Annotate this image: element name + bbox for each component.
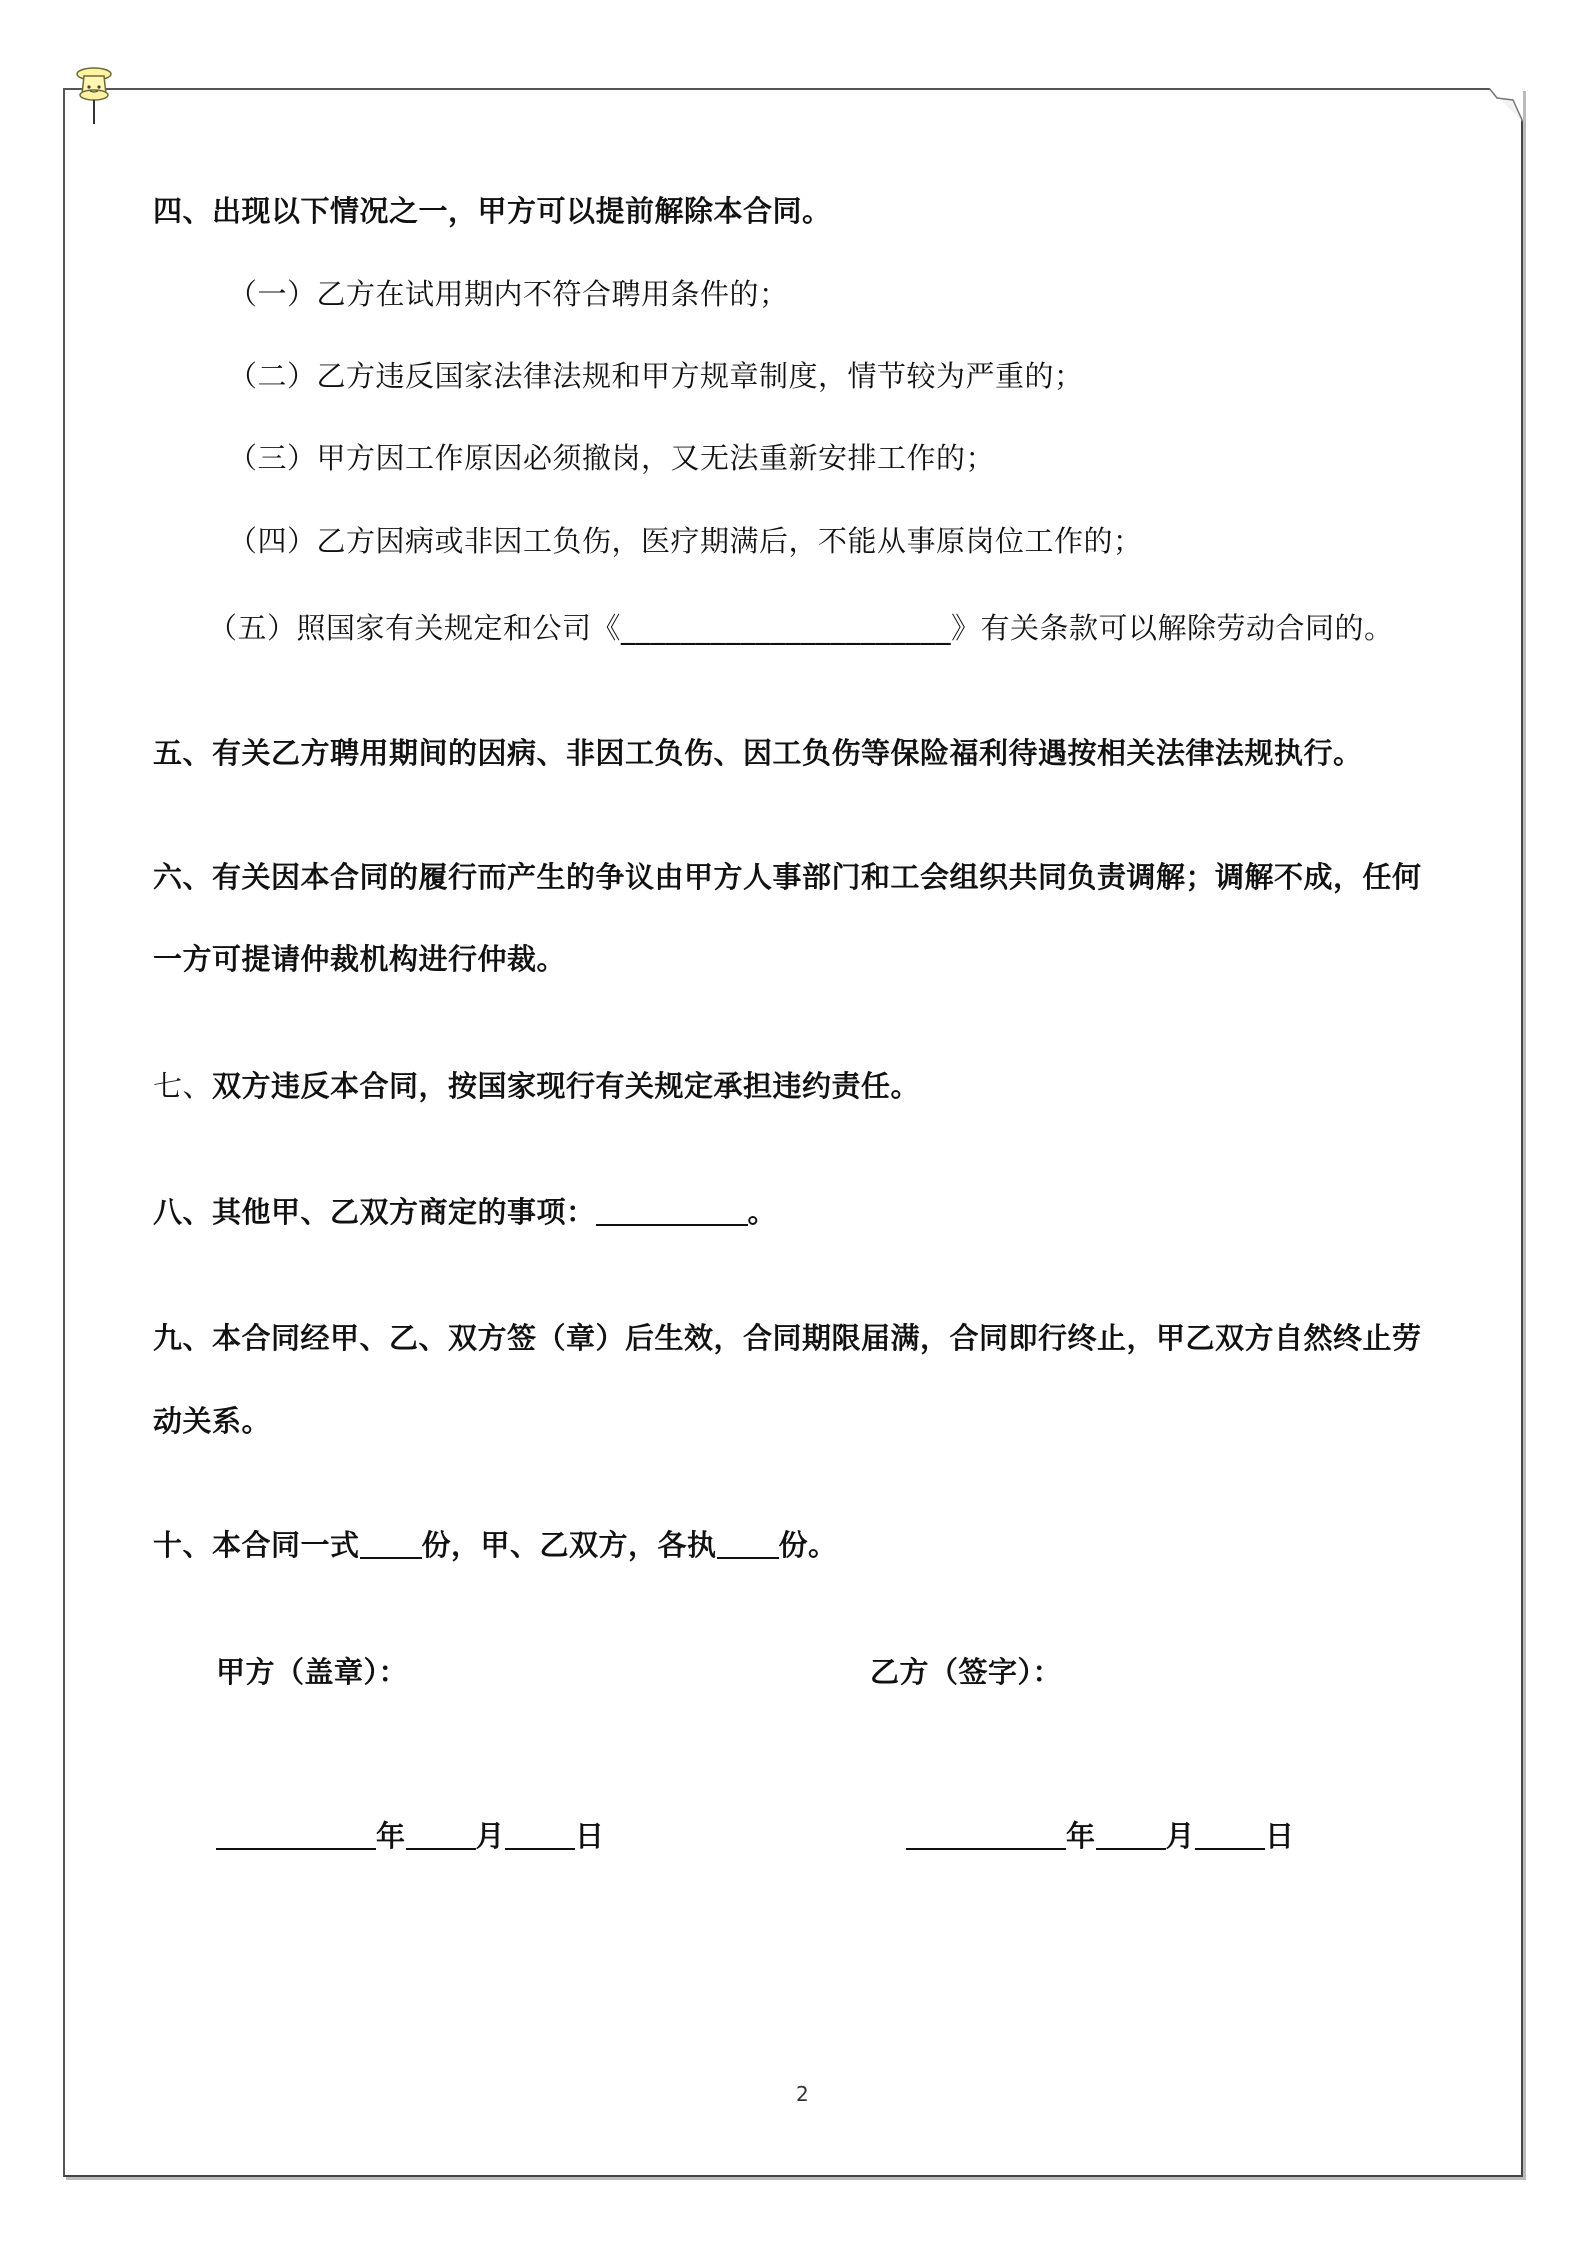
clause-5: 五、有关乙方聘用期间的因病、非因工负伤、因工负伤等保险福利待遇按相关法律法规执行。 bbox=[153, 736, 1363, 770]
party-b-year-blank[interactable] bbox=[906, 1820, 1066, 1850]
clause-4-item-5-suffix: 》有关条款可以解除劳动合同的。 bbox=[951, 611, 1394, 645]
party-a-date bbox=[216, 1816, 605, 1856]
clause-7-text: 双方违反本合同，按国家现行有关规定承担违约责任。 bbox=[212, 1069, 921, 1103]
party-b-month-blank[interactable] bbox=[1096, 1820, 1166, 1850]
clause-4-item-5-prefix: （五）照国家有关规定和公司《 bbox=[208, 611, 622, 645]
clause-10-part-2: 份，甲、乙双方，各执 bbox=[421, 1528, 717, 1562]
party-a-year-blank[interactable] bbox=[216, 1820, 376, 1850]
copies-total-blank[interactable] bbox=[360, 1529, 422, 1559]
clause-4-item-1: （一）乙方在试用期内不符合聘用条件的； bbox=[228, 277, 789, 311]
contract-name-blank[interactable]: ______________________ bbox=[621, 611, 952, 645]
clause-7 bbox=[153, 1066, 920, 1106]
clause-9-line-2: 动关系。 bbox=[153, 1404, 272, 1438]
clause-4-item-3: （三）甲方因工作原因必须撤岗，又无法重新安排工作的； bbox=[228, 441, 996, 475]
clause-7-number: 七、 bbox=[153, 1069, 213, 1103]
clause-10-part-3: 份。 bbox=[778, 1528, 838, 1562]
party-b-year-label: 年 bbox=[1066, 1819, 1096, 1853]
clause-6-line-1: 六、有关因本合同的履行而产生的争议由甲方人事部门和工会组织共同负责调解；调解不成，任何 bbox=[153, 860, 1422, 894]
party-b-day-blank[interactable] bbox=[1195, 1820, 1265, 1850]
clause-4-item-4: （四）乙方因病或非因工负伤，医疗期满后，不能从事原岗位工作的； bbox=[228, 524, 1143, 558]
party-a-day-label: 日 bbox=[575, 1819, 605, 1853]
party-a-month-blank[interactable] bbox=[406, 1820, 476, 1850]
party-a-signature-label: 甲方（盖章）： bbox=[216, 1655, 409, 1689]
copies-each-blank[interactable] bbox=[717, 1529, 779, 1559]
clause-10-part-1: 十、本合同一式 bbox=[153, 1528, 360, 1562]
clause-8 bbox=[153, 1192, 777, 1232]
clause-4-item-2: （二）乙方违反国家法律法规和甲方规章制度，情节较为严重的； bbox=[228, 359, 1084, 393]
clause-8-suffix: 。 bbox=[747, 1195, 778, 1229]
clause-4-heading: 四、出现以下情况之一，甲方可以提前解除本合同。 bbox=[153, 194, 832, 228]
page-number: 2 bbox=[796, 2082, 809, 2106]
party-b-signature-label: 乙方（签字）： bbox=[870, 1655, 1063, 1689]
clause-4-item-5 bbox=[208, 608, 1394, 648]
party-a-year-label: 年 bbox=[376, 1819, 406, 1853]
party-b-date bbox=[906, 1816, 1295, 1856]
party-a-month-label: 月 bbox=[475, 1819, 506, 1853]
party-b-month-label: 月 bbox=[1165, 1819, 1196, 1853]
clause-8-text: 八、其他甲、乙双方商定的事项： bbox=[153, 1195, 596, 1229]
party-a-day-blank[interactable] bbox=[505, 1820, 575, 1850]
page-curl-icon bbox=[1489, 88, 1523, 122]
party-b-day-label: 日 bbox=[1265, 1819, 1295, 1853]
clause-10 bbox=[153, 1525, 838, 1565]
clause-8-blank[interactable] bbox=[596, 1196, 748, 1226]
clause-6-line-2: 一方可提请仲裁机构进行仲裁。 bbox=[153, 942, 567, 976]
clause-9-line-1: 九、本合同经甲、乙、双方签（章）后生效，合同期限届满，合同即行终止，甲乙双方自然终止劳 bbox=[153, 1321, 1422, 1355]
